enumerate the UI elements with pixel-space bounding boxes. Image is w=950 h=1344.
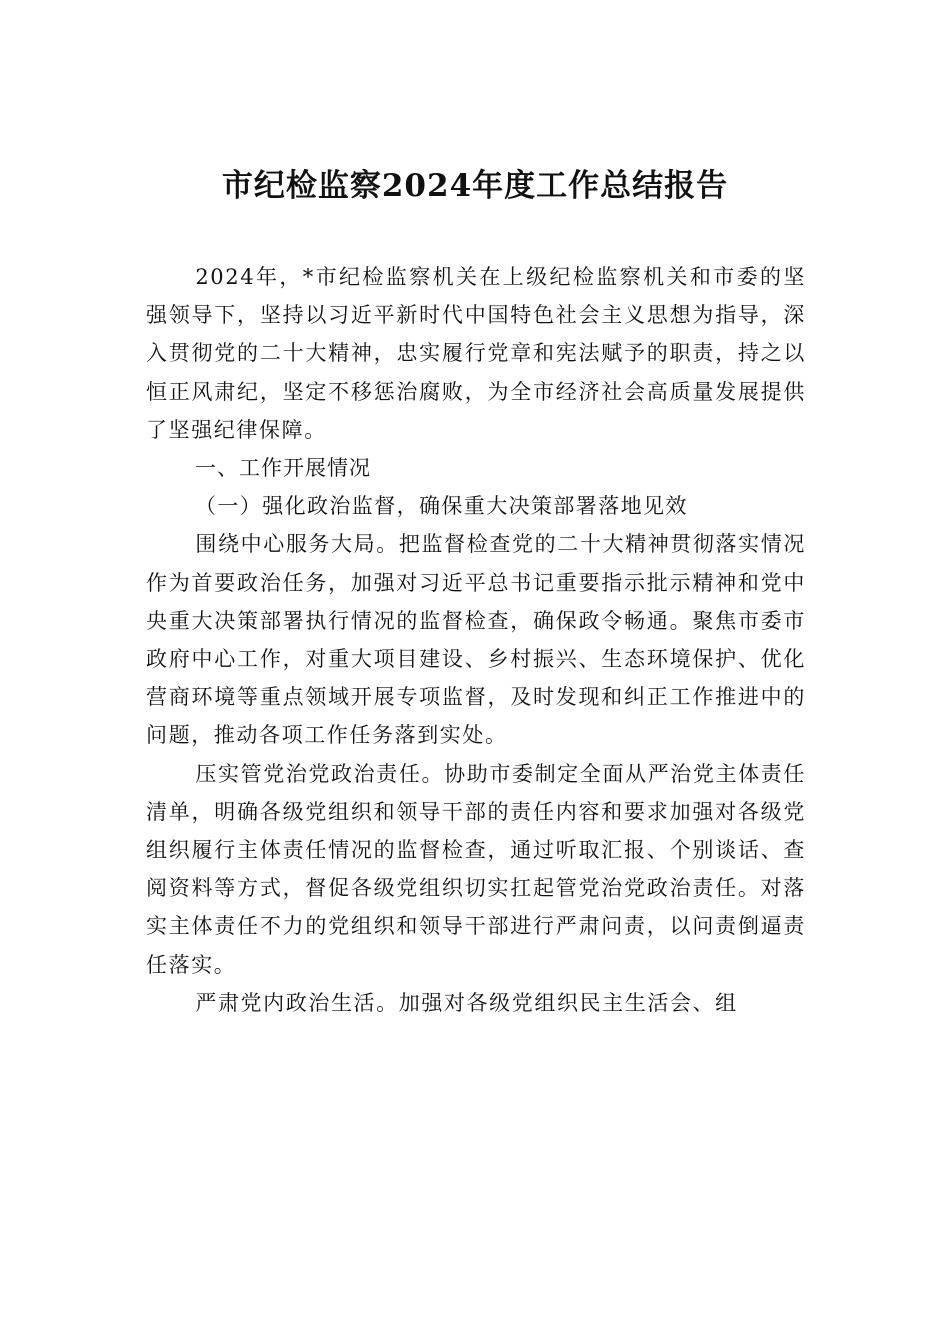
- document-title: 市纪检监察2024年度工作总结报告: [221, 168, 729, 204]
- document-body: [146, 258, 806, 1022]
- section-heading: 一、工作开展情况: [195, 456, 371, 481]
- body-paragraph: 围绕中心服务大局。把监督检查党的二十大精神贯彻落实情况作为首要政治任务，加强对习近平总书记重要指示批示精神和党中央重大决策部署执行情况的监督检查，确保政令畅通。聚焦市委市政府中心工作，对重大项目建设、乡村振兴、生态环境保护、优化营商环境等重点领域开展专项监督，及时发现和纠正工作推进中的问题，推动各项工作任务落到实处。: [146, 532, 806, 748]
- intro-paragraph: 2024年，*市纪检监察机关在上级纪检监察机关和市委的坚强领导下，坚持以习近平新时代中国特色社会主义思想为指导，深入贯彻党的二十大精神，忠实履行党章和宪法赋予的职责，持之以恒正风肃纪，坚定不移惩治腐败，为全市经济社会高质量发展提供了坚强纪律保障。: [146, 265, 806, 442]
- body-paragraph: 压实管党治党政治责任。协助市委制定全面从严治党主体责任清单，明确各级党组织和领导干部的责任内容和要求加强对各级党组织履行主体责任情况的监督检查，通过听取汇报、个别谈话、查阅资料等方式，督促各级党组织切实扛起管党治党政治责任。对落实主体责任不力的党组织和领导干部进行严肃问责，以问责倒逼责任落实。: [146, 761, 806, 977]
- body-paragraph: 严肃党内政治生活。加强对各级党组织民主生活会、组: [195, 990, 738, 1015]
- subsection-heading: （一）强化政治监督，确保重大决策部署落地见效: [195, 494, 688, 519]
